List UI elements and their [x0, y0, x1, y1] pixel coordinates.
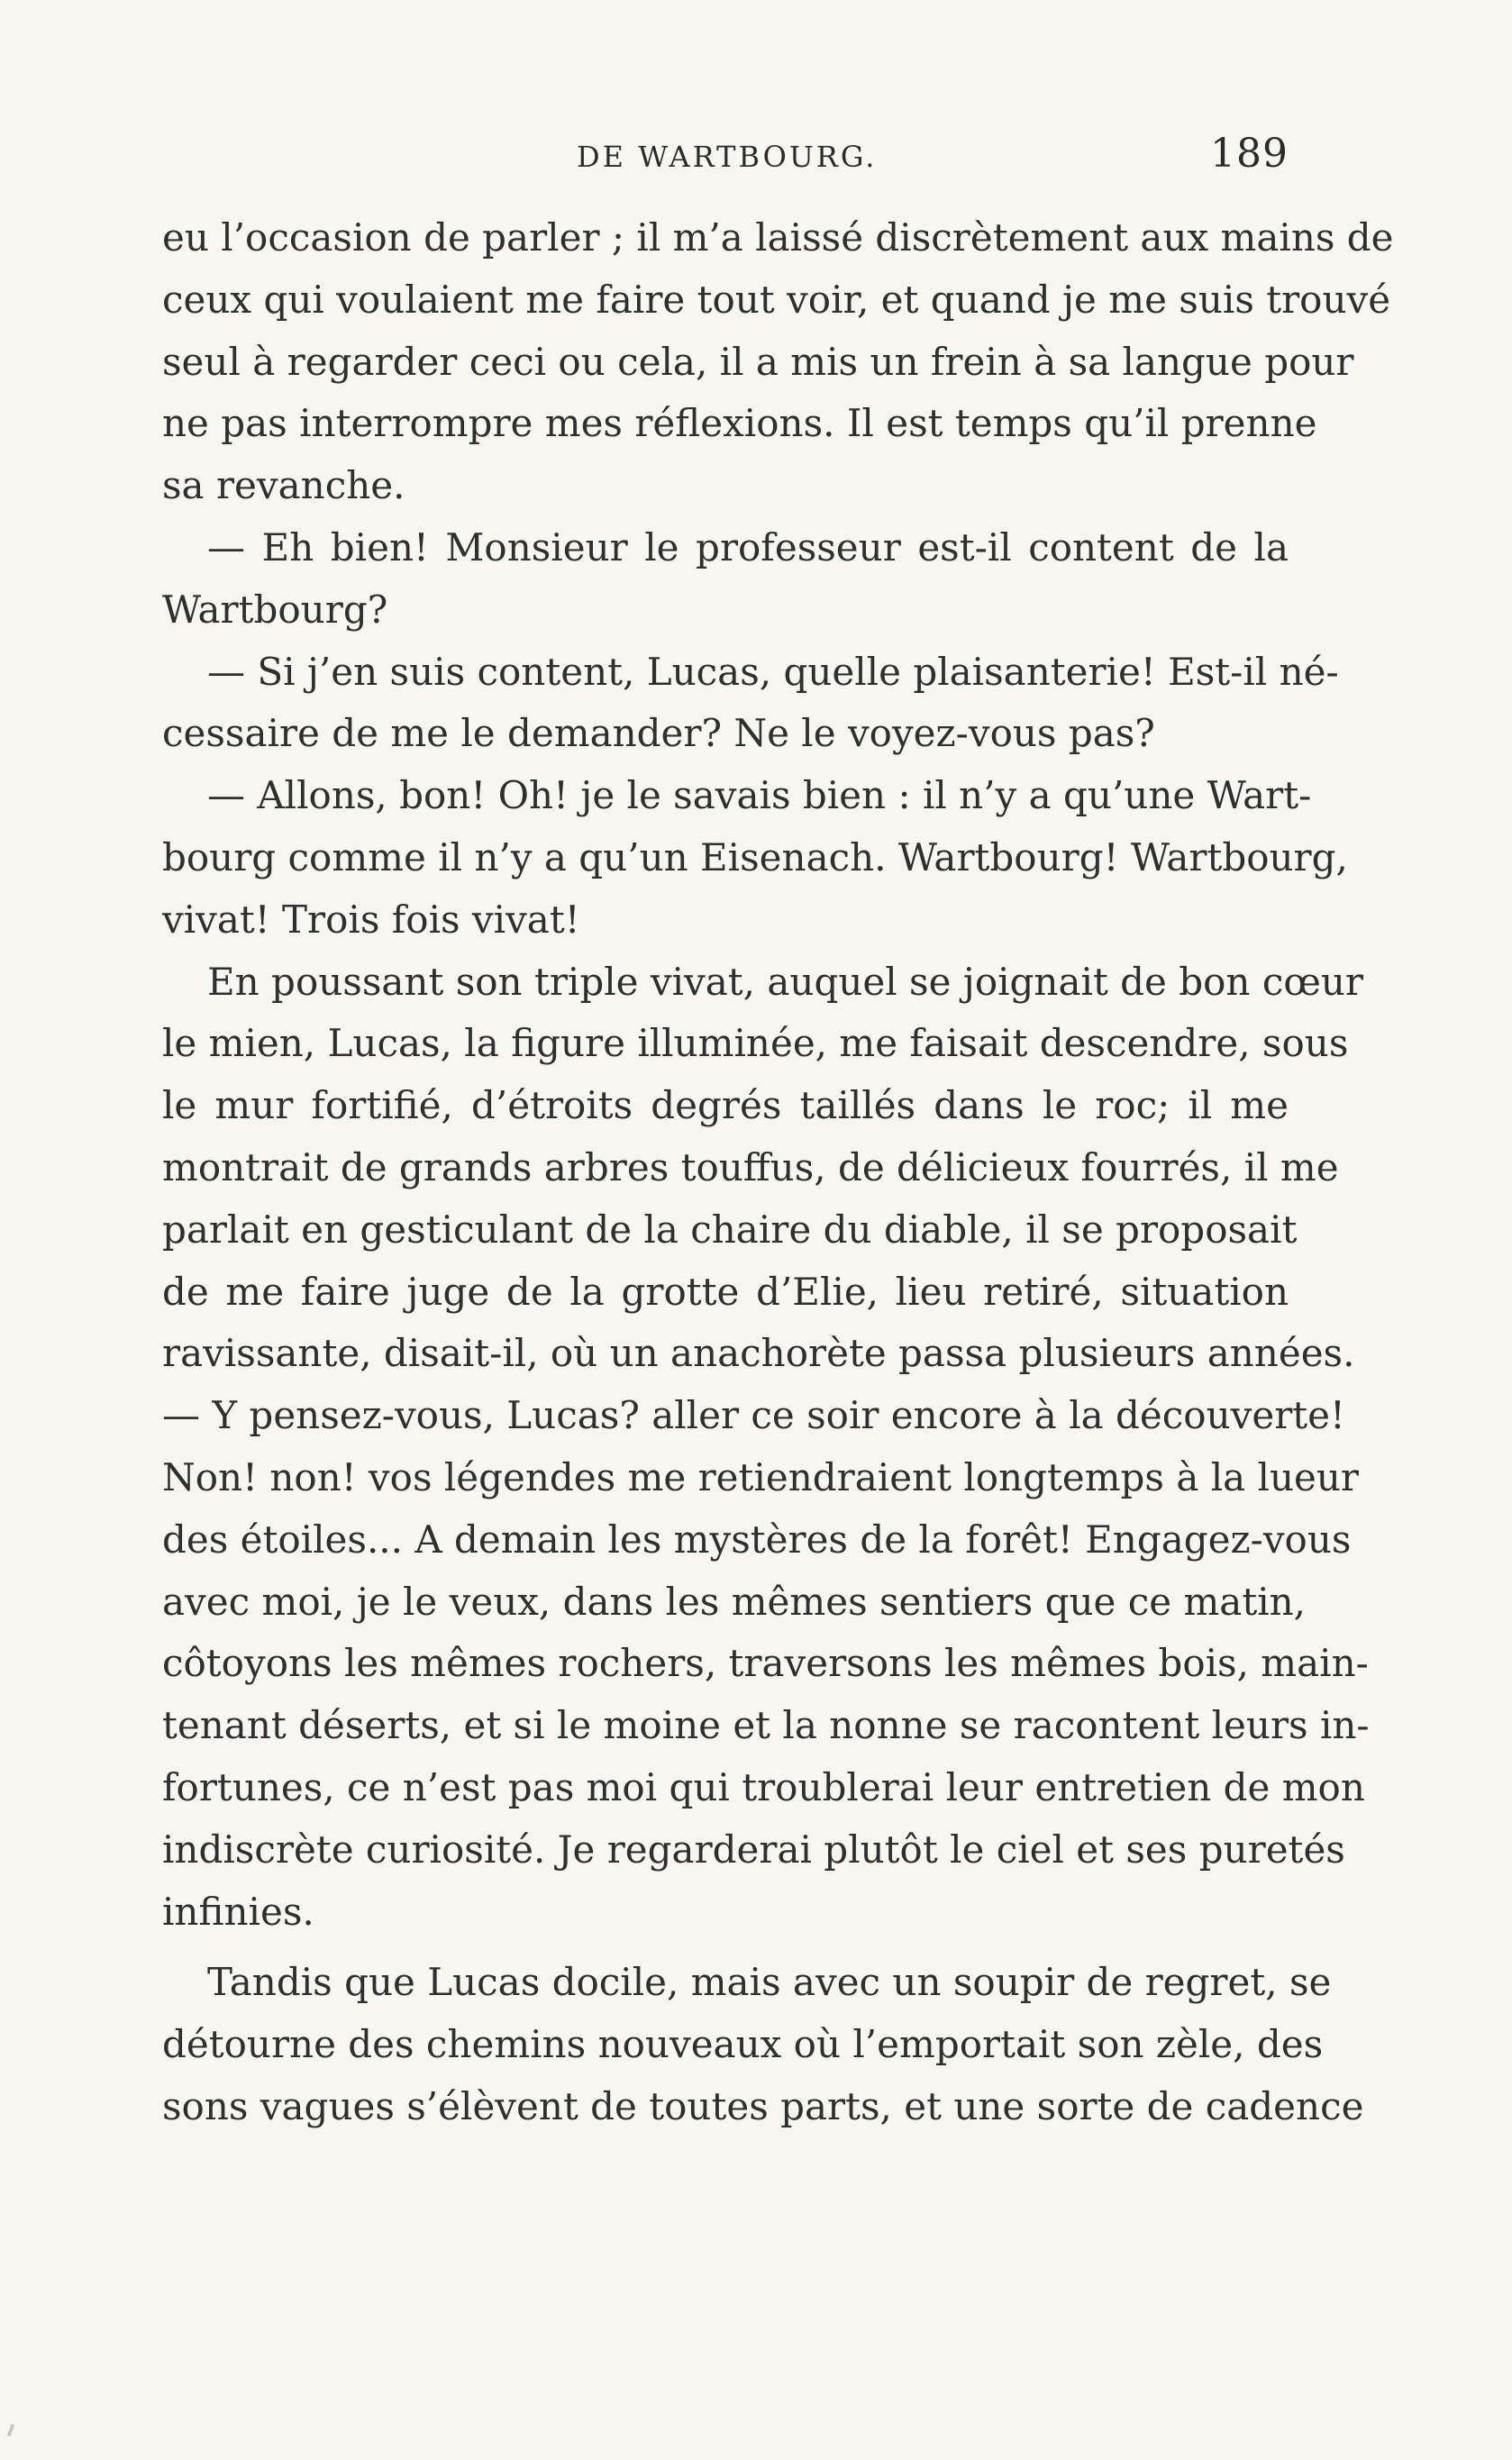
- text-line: eu l’occasion de parler ; il m’a laissé discrètement aux mains de: [162, 215, 1394, 260]
- body-text: [162, 207, 1394, 2138]
- text-line: ceux qui voulaient me faire tout voir, et quand je me suis trouvé: [162, 277, 1391, 322]
- text-line: des étoiles... A demain les mystères de la forêt! Engagez-vous: [162, 1517, 1352, 1562]
- text-line: tenant déserts, et si le moine et la nonne se racontent leurs in-: [162, 1703, 1370, 1748]
- text-line: le mur fortifié, d’étroits degrés taillés dans le roc; il me: [162, 1083, 1289, 1128]
- text-line: parlait en gesticulant de la chaire du diable, il se proposait: [162, 1207, 1298, 1252]
- page-number: 189: [1210, 131, 1289, 177]
- text-line: montrait de grands arbres touffus, de délicieux fourrés, il me: [162, 1144, 1339, 1189]
- text-line: de me faire juge de la grotte d’Elie, lieu retiré, situation: [162, 1269, 1289, 1314]
- text-line: ravissante, disait-il, où un anachorète passa plusieurs années.: [162, 1331, 1355, 1376]
- text-line: le mien, Lucas, la figure illuminée, me faisait descendre, sous: [162, 1021, 1349, 1066]
- text-line: — Allons, bon! Oh! je le savais bien : il n’y a qu’une Wart-: [207, 773, 1312, 818]
- text-line: détourne des chemins nouveaux où l’emportait son zèle, des: [162, 2022, 1324, 2067]
- text-line: seul à regarder ceci ou cela, il a mis un frein à sa langue pour: [162, 339, 1354, 384]
- text-line: En poussant son triple vivat, auquel se joignait de bon cœur: [207, 959, 1364, 1004]
- running-head: DE WARTBOURG.: [577, 140, 878, 174]
- text-line: indiscrète curiosité. Je regarderai plutôt le ciel et ses puretés: [162, 1827, 1345, 1872]
- text-line: bourg comme il n’y a qu’un Eisenach. Wartbourg! Wartbourg,: [162, 834, 1348, 879]
- text-line: Non! non! vos légendes me retiendraient longtemps à la lueur: [162, 1454, 1360, 1499]
- text-line: avec moi, je le veux, dans les mêmes sentiers que ce matin,: [162, 1579, 1307, 1624]
- text-line: ne pas interrompre mes réflexions. Il est temps qu’il prenne: [162, 401, 1317, 446]
- page-header: [162, 131, 1289, 185]
- text-line: Tandis que Lucas docile, mais avec un soupir de regret, se: [207, 1960, 1332, 2005]
- text-line: fortunes, ce n’est pas moi qui troublerai leur entretien de mon: [162, 1764, 1365, 1809]
- text-line: vivat! Trois fois vivat!: [162, 897, 580, 942]
- text-line: Wartbourg?: [162, 587, 388, 632]
- text-line: infinies.: [162, 1889, 314, 1934]
- text-line: — Si j’en suis content, Lucas, quelle plaisanterie! Est-il né-: [207, 649, 1339, 694]
- text-line: sons vagues s’élèvent de toutes parts, et une sorte de cadence: [162, 2083, 1364, 2128]
- text-line: — Y pensez-vous, Lucas? aller ce soir encore à la découverte!: [162, 1393, 1345, 1438]
- text-line: sa revanche.: [162, 463, 405, 508]
- page-speck: [7, 2424, 15, 2437]
- text-line: — Eh bien! Monsieur le professeur est-il content de la: [207, 524, 1289, 569]
- text-line: cessaire de me le demander? Ne le voyez-vous pas?: [162, 711, 1155, 756]
- text-line: côtoyons les mêmes rochers, traversons les mêmes bois, main-: [162, 1641, 1369, 1686]
